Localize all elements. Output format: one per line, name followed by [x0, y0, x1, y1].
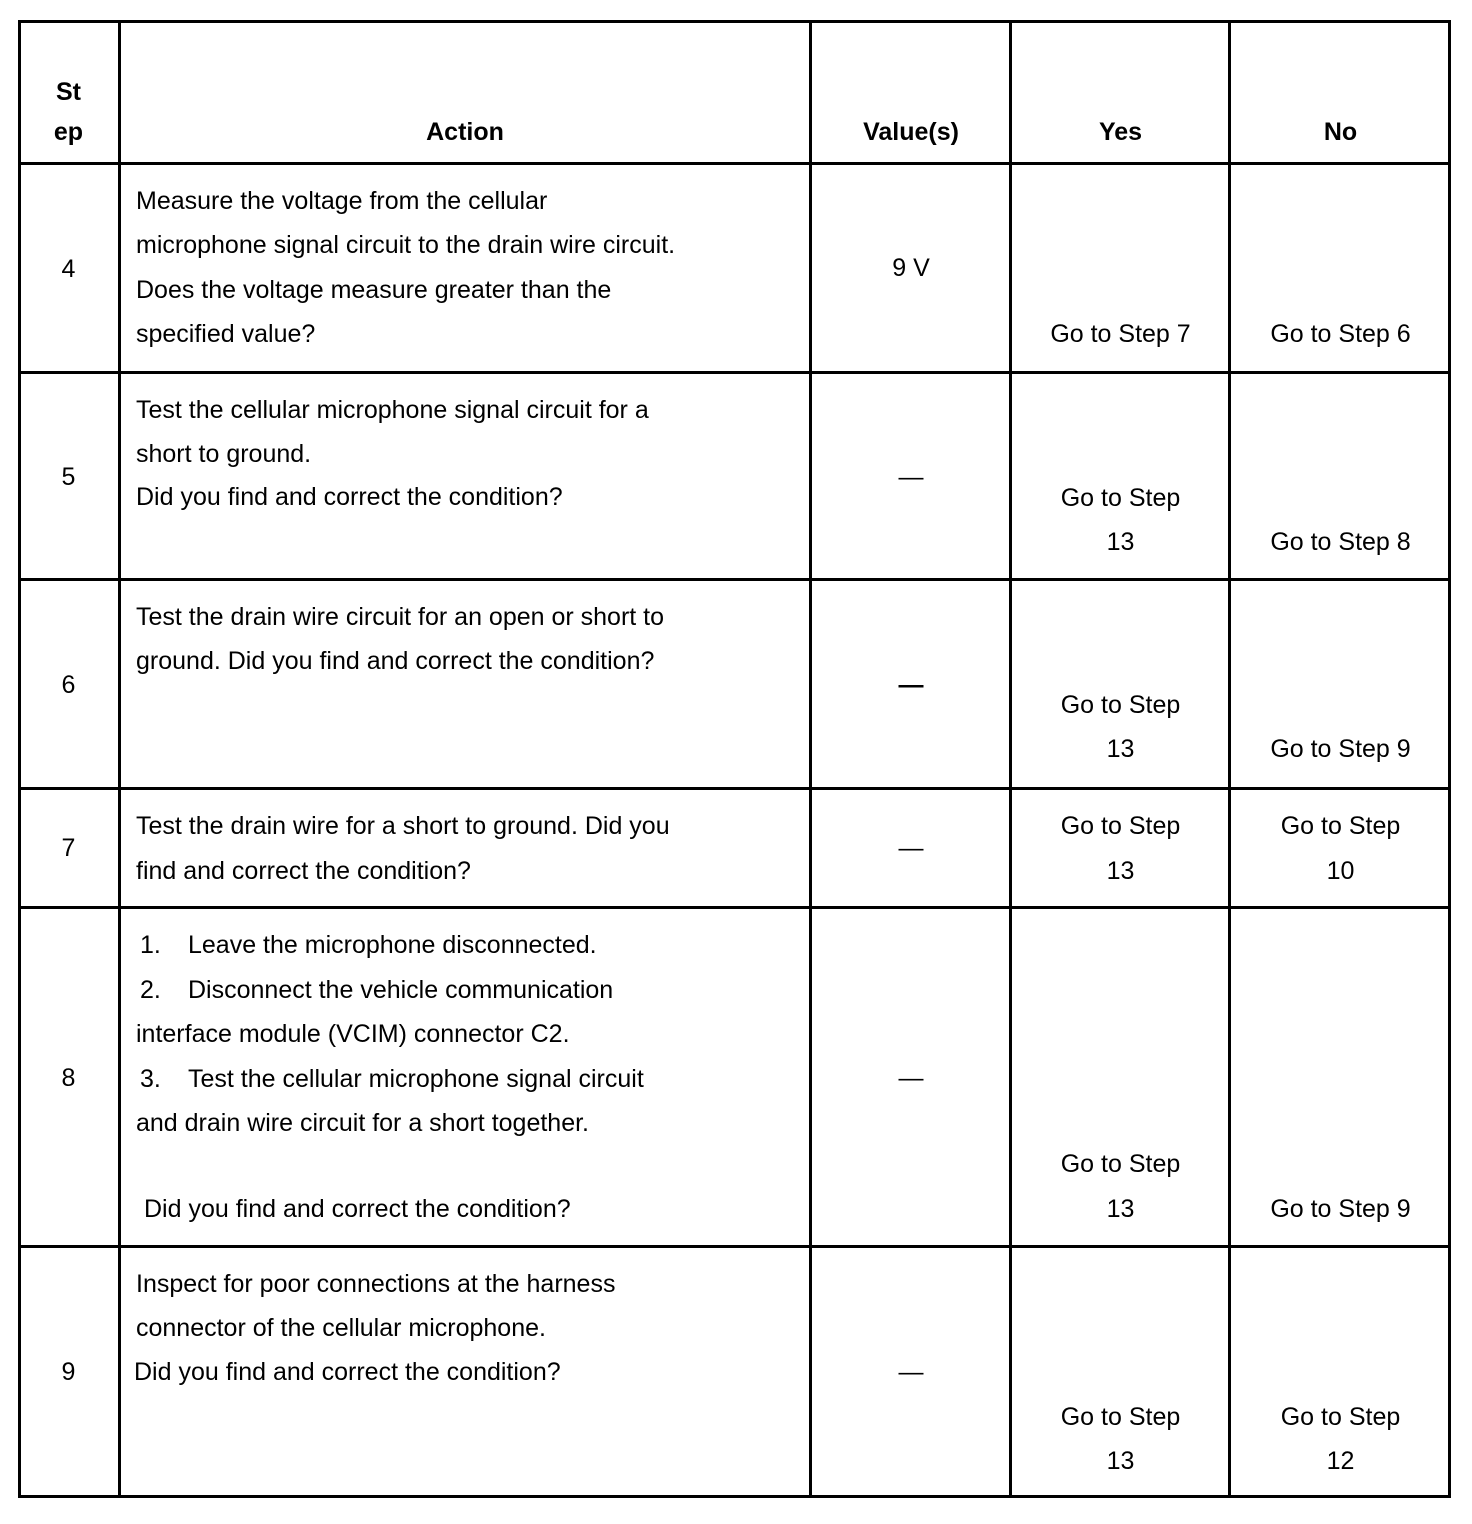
- step-cell: [18, 374, 119, 578]
- no-line: Go to Step: [1280, 1403, 1401, 1431]
- action-line: short to ground.: [136, 440, 312, 468]
- action-cell: [119, 1248, 811, 1495]
- yes-line: Go to Step: [1060, 1403, 1181, 1431]
- no-line: Go to Step 8: [1270, 528, 1411, 556]
- no-cell: [1230, 790, 1451, 906]
- step-number: 7: [61, 834, 76, 862]
- yes-line: 13: [1106, 528, 1135, 556]
- yes-line: 13: [1106, 857, 1135, 885]
- no-cell: [1230, 581, 1451, 787]
- yes-cell: [1011, 581, 1230, 787]
- step-cell: [18, 790, 119, 906]
- step-number: 9: [61, 1358, 76, 1386]
- step-cell: [18, 909, 119, 1245]
- header-row: [18, 20, 1451, 165]
- yes-line: 13: [1106, 735, 1135, 763]
- action-line: Test the drain wire circuit for an open or short to: [136, 603, 665, 631]
- action-line: and drain wire circuit for a short together.: [136, 1109, 590, 1137]
- no-line: Go to Step 9: [1270, 735, 1411, 763]
- table-row: [18, 581, 1451, 787]
- table-row: [18, 165, 1451, 371]
- table-row: [18, 909, 1451, 1245]
- step-number: 6: [61, 671, 76, 699]
- yes-cell: [1011, 909, 1230, 1245]
- yes-line: Go to Step: [1060, 484, 1181, 512]
- step-number: 8: [61, 1064, 76, 1092]
- header-step-line: ep: [53, 118, 84, 146]
- value-text: —: [898, 463, 924, 491]
- no-cell: [1230, 374, 1451, 578]
- step-cell: [18, 581, 119, 787]
- header-values-label: Value(s): [863, 118, 959, 146]
- header-yes: [1011, 20, 1230, 165]
- list-number: 3.: [140, 1065, 161, 1093]
- value-text: —: [898, 671, 924, 699]
- yes-cell: [1011, 165, 1230, 371]
- no-cell: [1230, 165, 1451, 371]
- header-step-line: St: [56, 78, 81, 106]
- header-values: [811, 20, 1011, 165]
- list-number: 1.: [140, 931, 161, 959]
- action-line: Test the cellular microphone signal circuit for a: [136, 396, 649, 424]
- action-cell: [119, 581, 811, 787]
- action-line: interface module (VCIM) connector C2.: [136, 1020, 570, 1048]
- yes-line: 13: [1106, 1447, 1135, 1475]
- list-text: Test the cellular microphone signal circuit: [188, 1065, 644, 1093]
- header-step: [18, 20, 119, 165]
- table-row: [18, 374, 1451, 578]
- list-text: Disconnect the vehicle communication: [188, 976, 614, 1004]
- action-line: Measure the voltage from the cellular: [136, 187, 548, 215]
- table-row: [18, 790, 1451, 906]
- no-cell: [1230, 909, 1451, 1245]
- value-cell: [811, 790, 1011, 906]
- yes-line: Go to Step: [1060, 812, 1181, 840]
- action-line: microphone signal circuit to the drain wire circuit.: [136, 231, 676, 259]
- action-line: Did you find and correct the condition?: [134, 1358, 561, 1386]
- value-text: —: [898, 1358, 924, 1386]
- step-cell: [18, 1248, 119, 1495]
- value-cell: [811, 1248, 1011, 1495]
- value-cell: [811, 374, 1011, 578]
- step-number: 5: [61, 463, 76, 491]
- action-line: ground. Did you find and correct the condition?: [136, 647, 655, 675]
- header-action: [119, 20, 811, 165]
- no-line: Go to Step 9: [1270, 1195, 1411, 1223]
- list-number: 2.: [140, 976, 161, 1004]
- table-row: [18, 1248, 1451, 1495]
- no-line: 10: [1326, 857, 1355, 885]
- action-line: connector of the cellular microphone.: [136, 1314, 546, 1342]
- value-cell: [811, 165, 1011, 371]
- yes-line: Go to Step 7: [1050, 320, 1191, 348]
- yes-line: Go to Step: [1060, 691, 1181, 719]
- action-cell: [119, 790, 811, 906]
- value-text: 9 V: [892, 254, 930, 282]
- list-text: Leave the microphone disconnected.: [188, 931, 597, 959]
- action-line: specified value?: [136, 320, 316, 348]
- value-cell: [811, 581, 1011, 787]
- action-question: Did you find and correct the condition?: [144, 1195, 571, 1223]
- no-cell: [1230, 1248, 1451, 1495]
- step-cell: [18, 165, 119, 371]
- header-yes-label: Yes: [1098, 118, 1143, 146]
- action-cell: [119, 374, 811, 578]
- action-line: Does the voltage measure greater than the: [136, 276, 612, 304]
- no-line: Go to Step: [1280, 812, 1401, 840]
- yes-line: 13: [1106, 1195, 1135, 1223]
- no-line: Go to Step 6: [1270, 320, 1411, 348]
- yes-cell: [1011, 1248, 1230, 1495]
- value-text: —: [898, 834, 924, 862]
- action-line: Did you find and correct the condition?: [136, 483, 563, 511]
- action-line: Inspect for poor connections at the harness: [136, 1270, 616, 1298]
- header-no: [1230, 20, 1451, 165]
- action-line: find and correct the condition?: [136, 857, 471, 885]
- action-cell: [119, 165, 811, 371]
- action-list-item: [140, 1057, 644, 1102]
- value-text: —: [898, 1064, 924, 1092]
- yes-cell: [1011, 790, 1230, 906]
- value-cell: [811, 909, 1011, 1245]
- table-border-bottom: [18, 1495, 1451, 1498]
- no-line: 12: [1326, 1447, 1355, 1475]
- yes-cell: [1011, 374, 1230, 578]
- header-no-label: No: [1323, 118, 1358, 146]
- action-list-item: [140, 923, 597, 968]
- diagnostic-table: [18, 20, 1451, 1498]
- yes-line: Go to Step: [1060, 1150, 1181, 1178]
- action-cell: [119, 909, 811, 1245]
- step-number: 4: [61, 255, 76, 283]
- action-line: Test the drain wire for a short to ground. Did you: [136, 812, 670, 840]
- header-action-label: Action: [426, 118, 504, 146]
- action-list-item: [140, 968, 613, 1013]
